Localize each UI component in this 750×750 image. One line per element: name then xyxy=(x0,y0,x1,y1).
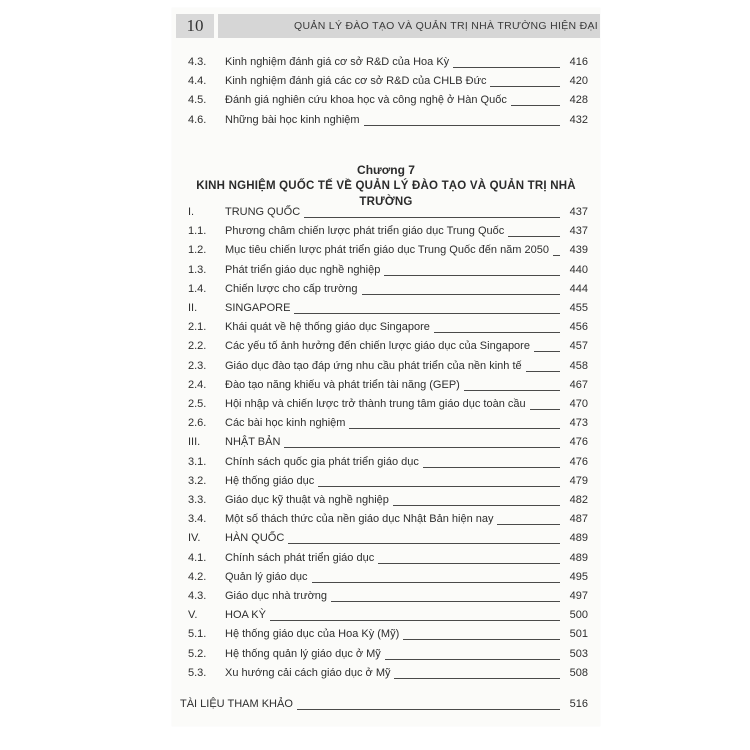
toc-entry xyxy=(188,550,588,566)
entry-title: Giáo dục nhà trường xyxy=(225,588,331,604)
entry-title: Phương châm chiến lược phát triển giáo dục Trung Quốc xyxy=(225,223,508,239)
entry-page: 437 xyxy=(560,223,588,239)
entry-title: Giáo dục đào tạo đáp ứng nhu cầu phát triển của nền kinh tế xyxy=(225,358,526,374)
entry-title: Hệ thống quản lý giáo dục ở Mỹ xyxy=(225,646,385,662)
entry-number: 5.3. xyxy=(188,666,207,679)
toc-entry xyxy=(188,112,588,128)
toc-entry xyxy=(188,54,588,70)
entry-title: Xu hướng cải cách giáo dục ở Mỹ xyxy=(225,665,394,681)
entry-number: 2.6. xyxy=(188,417,207,430)
toc-entry xyxy=(188,242,588,258)
entry-number: 4.3. xyxy=(188,56,207,68)
entry-page: 428 xyxy=(560,92,588,108)
toc-entry xyxy=(188,92,588,108)
entry-number: I. xyxy=(188,206,195,218)
entry-title: HOA KỲ xyxy=(225,607,270,623)
entry-page: 501 xyxy=(560,626,588,642)
toc-entry xyxy=(188,73,588,89)
entry-title: TRUNG QUỐC xyxy=(225,204,304,220)
entry-title: SINGAPORE xyxy=(225,300,294,316)
entry-number: 1.2. xyxy=(188,244,207,257)
entry-title: Hội nhập và chiến lược trở thành trung tâm giáo dục toàn cầu xyxy=(225,396,530,412)
page-header xyxy=(172,14,600,38)
book-page xyxy=(172,8,600,726)
toc-entry xyxy=(188,434,588,450)
entry-title: Khái quát về hệ thống giáo dục Singapore xyxy=(225,319,434,335)
entry-page: 500 xyxy=(560,607,588,623)
entry-number: V. xyxy=(188,609,198,622)
entry-title: Hệ thống giáo dục xyxy=(225,473,318,489)
entry-title: HÀN QUỐC xyxy=(225,530,288,546)
entry-number: 1.1. xyxy=(188,225,207,238)
entry-page: 487 xyxy=(560,511,588,527)
toc-entry xyxy=(188,358,588,374)
toc-entry xyxy=(188,511,588,527)
references-title: TÀI LIỆU THAM KHẢO xyxy=(180,696,297,712)
entry-page: 479 xyxy=(560,473,588,489)
toc-entry xyxy=(188,204,588,220)
toc-entry xyxy=(188,607,588,623)
entry-number: IV. xyxy=(188,532,201,545)
entry-title: Các bài học kinh nghiệm xyxy=(225,415,349,431)
entry-page: 476 xyxy=(560,454,588,470)
entry-page: 508 xyxy=(560,665,588,681)
entry-number: III. xyxy=(188,436,201,449)
entry-title: Quản lý giáo dục xyxy=(225,569,312,585)
dot-leader xyxy=(225,620,560,621)
toc-entry xyxy=(188,530,588,546)
toc-entry xyxy=(188,319,588,335)
toc-entry xyxy=(188,588,588,604)
entry-number: 4.4. xyxy=(188,75,207,87)
toc-entry xyxy=(188,626,588,642)
entry-page: 482 xyxy=(560,492,588,508)
running-title: QUẢN LÝ ĐÀO TẠO VÀ QUẢN TRỊ NHÀ TRƯỜNG HIỆN ĐẠI xyxy=(294,20,598,32)
entry-page: 476 xyxy=(560,434,588,450)
toc-entry xyxy=(188,223,588,239)
entry-number: 5.1. xyxy=(188,628,207,641)
chapter-label: Chương 7 xyxy=(357,163,415,177)
toc-entry xyxy=(188,415,588,431)
entry-page: 458 xyxy=(560,358,588,374)
entry-title: Những bài học kinh nghiệm xyxy=(225,112,364,128)
entry-number: 1.4. xyxy=(188,282,207,295)
toc-entry xyxy=(188,262,588,278)
entry-page: 503 xyxy=(560,646,588,662)
toc-entry xyxy=(188,665,588,681)
entry-number: 4.1. xyxy=(188,551,207,564)
entry-title: Đào tạo năng khiếu và phát triển tài năng (GEP) xyxy=(225,377,464,393)
header-band xyxy=(218,14,600,38)
entry-number: 3.4. xyxy=(188,513,207,526)
entry-page: 437 xyxy=(560,204,588,220)
entry-page: 467 xyxy=(560,377,588,393)
entry-title: Một số thách thức của nền giáo dục Nhật Bản hiện nay xyxy=(225,511,497,527)
entry-page: 489 xyxy=(560,550,588,566)
toc-entry xyxy=(188,338,588,354)
entry-number: 2.1. xyxy=(188,321,207,334)
toc-entry xyxy=(188,569,588,585)
entry-title: NHẬT BẢN xyxy=(225,434,284,450)
entry-page: 440 xyxy=(560,262,588,278)
entry-page: 439 xyxy=(560,242,588,258)
entry-page: 470 xyxy=(560,396,588,412)
toc-entry xyxy=(188,300,588,316)
entry-title: Phát triển giáo dục nghề nghiệp xyxy=(225,262,384,278)
entry-page: 444 xyxy=(560,281,588,297)
entry-page: 420 xyxy=(560,73,588,89)
entry-number: 2.2. xyxy=(188,340,207,353)
entry-number: 2.3. xyxy=(188,359,207,372)
entry-number: 5.2. xyxy=(188,647,207,660)
references-entry xyxy=(180,696,588,712)
toc-entry xyxy=(188,454,588,470)
entry-page: 455 xyxy=(560,300,588,316)
entry-title: Chiến lược cho cấp trường xyxy=(225,281,362,297)
entry-number: II. xyxy=(188,302,198,314)
entry-number: 4.3. xyxy=(188,590,207,602)
toc-entry xyxy=(188,492,588,508)
entry-title: Kinh nghiệm đánh giá các cơ sở R&D của CHLB Đức xyxy=(225,73,490,89)
chapter-title: KINH NGHIỆM QUỐC TẾ VỀ QUẢN LÝ ĐÀO TẠO VÀ QUẢN TRỊ NHÀ TRƯỜNG xyxy=(196,180,576,208)
entry-page: 473 xyxy=(560,415,588,431)
entry-title: Kinh nghiệm đánh giá cơ sở R&D của Hoa Kỳ xyxy=(225,54,453,70)
entry-number: 2.4. xyxy=(188,378,207,391)
toc-entry xyxy=(188,473,588,489)
entry-page: 456 xyxy=(560,319,588,335)
entry-title: Đánh giá nghiên cứu khoa học và công nghệ ở Hàn Quốc xyxy=(225,92,511,108)
entry-page: 495 xyxy=(560,569,588,585)
entry-page: 489 xyxy=(560,530,588,546)
entry-number: 4.2. xyxy=(188,570,207,583)
entry-number: 3.2. xyxy=(188,474,207,487)
entry-page: 457 xyxy=(560,338,588,354)
entry-page: 432 xyxy=(560,112,588,128)
entry-page: 497 xyxy=(560,588,588,604)
page-number: 10 xyxy=(176,14,214,38)
entry-title: Chính sách quốc gia phát triển giáo dục xyxy=(225,454,423,470)
entry-number: 2.5. xyxy=(188,398,207,410)
entry-title: Mục tiêu chiến lược phát triển giáo dục Trung Quốc đến năm 2050 xyxy=(225,242,553,258)
entry-page: 416 xyxy=(560,54,588,70)
entry-number: 4.6. xyxy=(188,114,207,126)
toc-entry xyxy=(188,281,588,297)
entry-number: 4.5. xyxy=(188,94,207,106)
entry-title: Chính sách phát triển giáo dục xyxy=(225,550,378,566)
entry-number: 3.1. xyxy=(188,455,207,468)
entry-title: Hệ thống giáo dục của Hoa Kỳ (Mỹ) xyxy=(225,626,403,642)
entry-number: 3.3. xyxy=(188,494,207,506)
toc-entry xyxy=(188,396,588,412)
entry-number: 1.3. xyxy=(188,263,207,276)
references-page: 516 xyxy=(560,696,588,712)
entry-title: Các yếu tố ảnh hưởng đến chiến lược giáo dục của Singapore xyxy=(225,338,534,354)
toc-entry xyxy=(188,646,588,662)
entry-title: Giáo dục kỹ thuật và nghề nghiệp xyxy=(225,492,393,508)
toc-entry xyxy=(188,377,588,393)
